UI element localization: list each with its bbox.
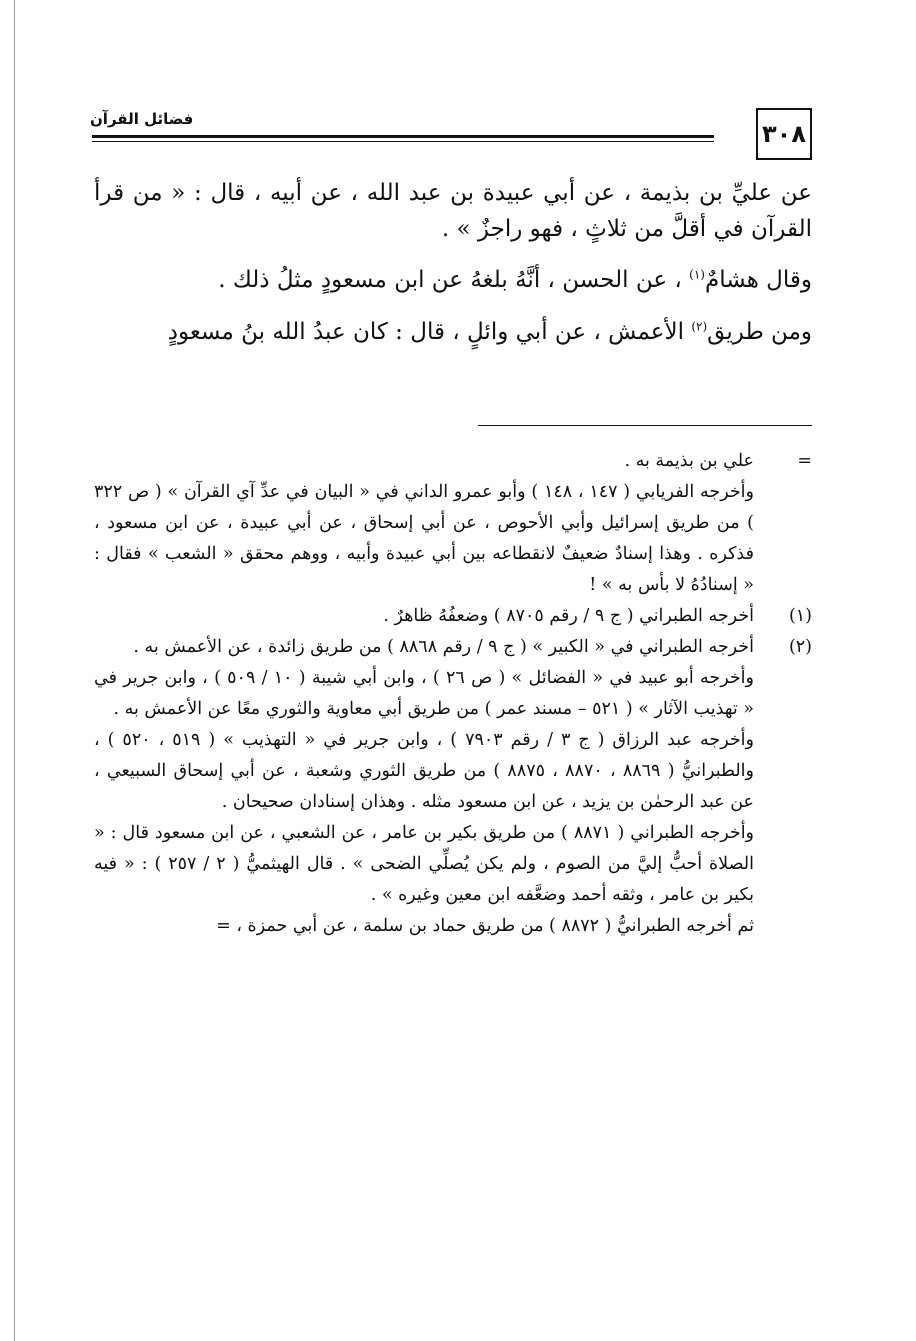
footnote-line: وأخرجه الطبراني ( ٨٨٧١ ) من طريق بكير بن عامر ، عن الشعبي ، عن ابن مسعود قال : « الصلاة أحبُّ إليَّ من الصوم ، ولم يكن يُصلِّي الضحى » . قال الهيثميُّ ( ٢ / ٢٥٧ ) : « فيه بكير بن عامر ، وثقه أحمد وضعَّفه ابن معين وغيره » .: [94, 823, 755, 905]
paragraph: عن عليِّ بن بذيمة ، عن أبي عبيدة بن عبد الله ، عن أبيه ، قال : « من قرأ القرآن في أقلَّ من ثلاثٍ ، فهو راجزٌ » .: [94, 180, 812, 242]
footnote-body: [94, 632, 754, 942]
header-rule: [92, 135, 714, 138]
paragraph-text: الأعمش ، عن أبي وائلٍ ، قال : كان عبدُ الله بنُ مسعودٍ: [167, 318, 692, 345]
paragraph-text: ومن طريق: [707, 318, 812, 345]
footnote-marker: (٢): [788, 637, 812, 657]
paragraph-text: وقال هشامٌ: [704, 267, 812, 294]
header-rule-thin: [92, 141, 714, 142]
footnotes: [94, 446, 812, 942]
footnote-separator: [478, 425, 812, 426]
footnote-ref[interactable]: (٢): [691, 319, 708, 334]
page-edge-line: [14, 0, 15, 1341]
footnote-line: علي بن بذيمة به .: [624, 451, 754, 471]
paragraph: [94, 315, 812, 351]
footnote-line: وأخرجه الفريابي ( ١٤٧ ، ١٤٨ ) وأبو عمرو الداني في « البيان في عدِّ آي القرآن » ( ص ٣٢٢ ) من طريق إسرائيل وأبي الأحوص ، عن أبي إسحاق ، عن أبي عبيدة ، عن ابن مسعود ، فذكره . وهذا إسنادٌ ضعيفٌ لانقطاعه بين أبي عبيدة وأبيه ، ووهم محقق « الشعب » فقال : « إسنادُهُ لا بأس به » !: [94, 482, 755, 595]
footnote-body: [94, 601, 754, 632]
paragraph: [94, 263, 812, 299]
footnote-continuation: [94, 446, 812, 601]
footnote-line: ثم أخرجه الطبرانيُّ ( ٨٨٧٢ ) من طريق حماد بن سلمة ، عن أبي حمزة ، =: [216, 916, 754, 936]
footnote-line: أخرجه الطبراني في « الكبير » ( ج ٩ / رقم ٨٨٦٨ ) من طريق زائدة ، عن الأعمش به .: [133, 637, 754, 657]
footnote-1: [94, 601, 812, 632]
page-number: ٣٠٨: [756, 108, 812, 160]
footnote-marker: (١): [788, 606, 812, 626]
paragraph-text: ، عن الحسن ، أنَّهُ بلغهُ عن ابن مسعودٍ مثلُ ذلك .: [218, 267, 690, 294]
footnote-line: وأخرجه عبد الرزاق ( ج ٣ / رقم ٧٩٠٣ ) ، وابن جرير في « التهذيب » ( ٥١٩ ، ٥٢٠ ) ، والطبرانيُّ ( ٨٨٦٩ ، ٨٨٧٠ ، ٨٨٧٥ ) من طريق الثوري وشعبة ، عن أبي إسحاق السبيعي ، عن عبد الرحمٰن بن يزيد ، عن ابن مسعود مثله . وهذان إسنادان صحيحان .: [94, 730, 754, 812]
main-text: [94, 176, 812, 367]
footnote-body: [94, 446, 754, 601]
footnote-line: وأخرجه أبو عبيد في « الفضائل » ( ص ٢٦ ) ، وابن أبي شيبة ( ١٠ / ٥٠٩ ) ، وابن جرير في « تهذيب الآثار » ( ٥٢١ – مسند عمر ) من طريق أبي معاوية والثوري معًا عن الأعمش به .: [94, 668, 754, 719]
continuation-marker: =: [797, 451, 812, 471]
footnote-line: أخرجه الطبراني ( ج ٩ / رقم ٨٧٠٥ ) وضعفُهُ ظاهرٌ .: [383, 606, 754, 626]
footnote-ref[interactable]: (١): [689, 267, 705, 282]
running-title: فضائل القرآن: [90, 110, 194, 128]
footnote-2: [94, 632, 812, 942]
